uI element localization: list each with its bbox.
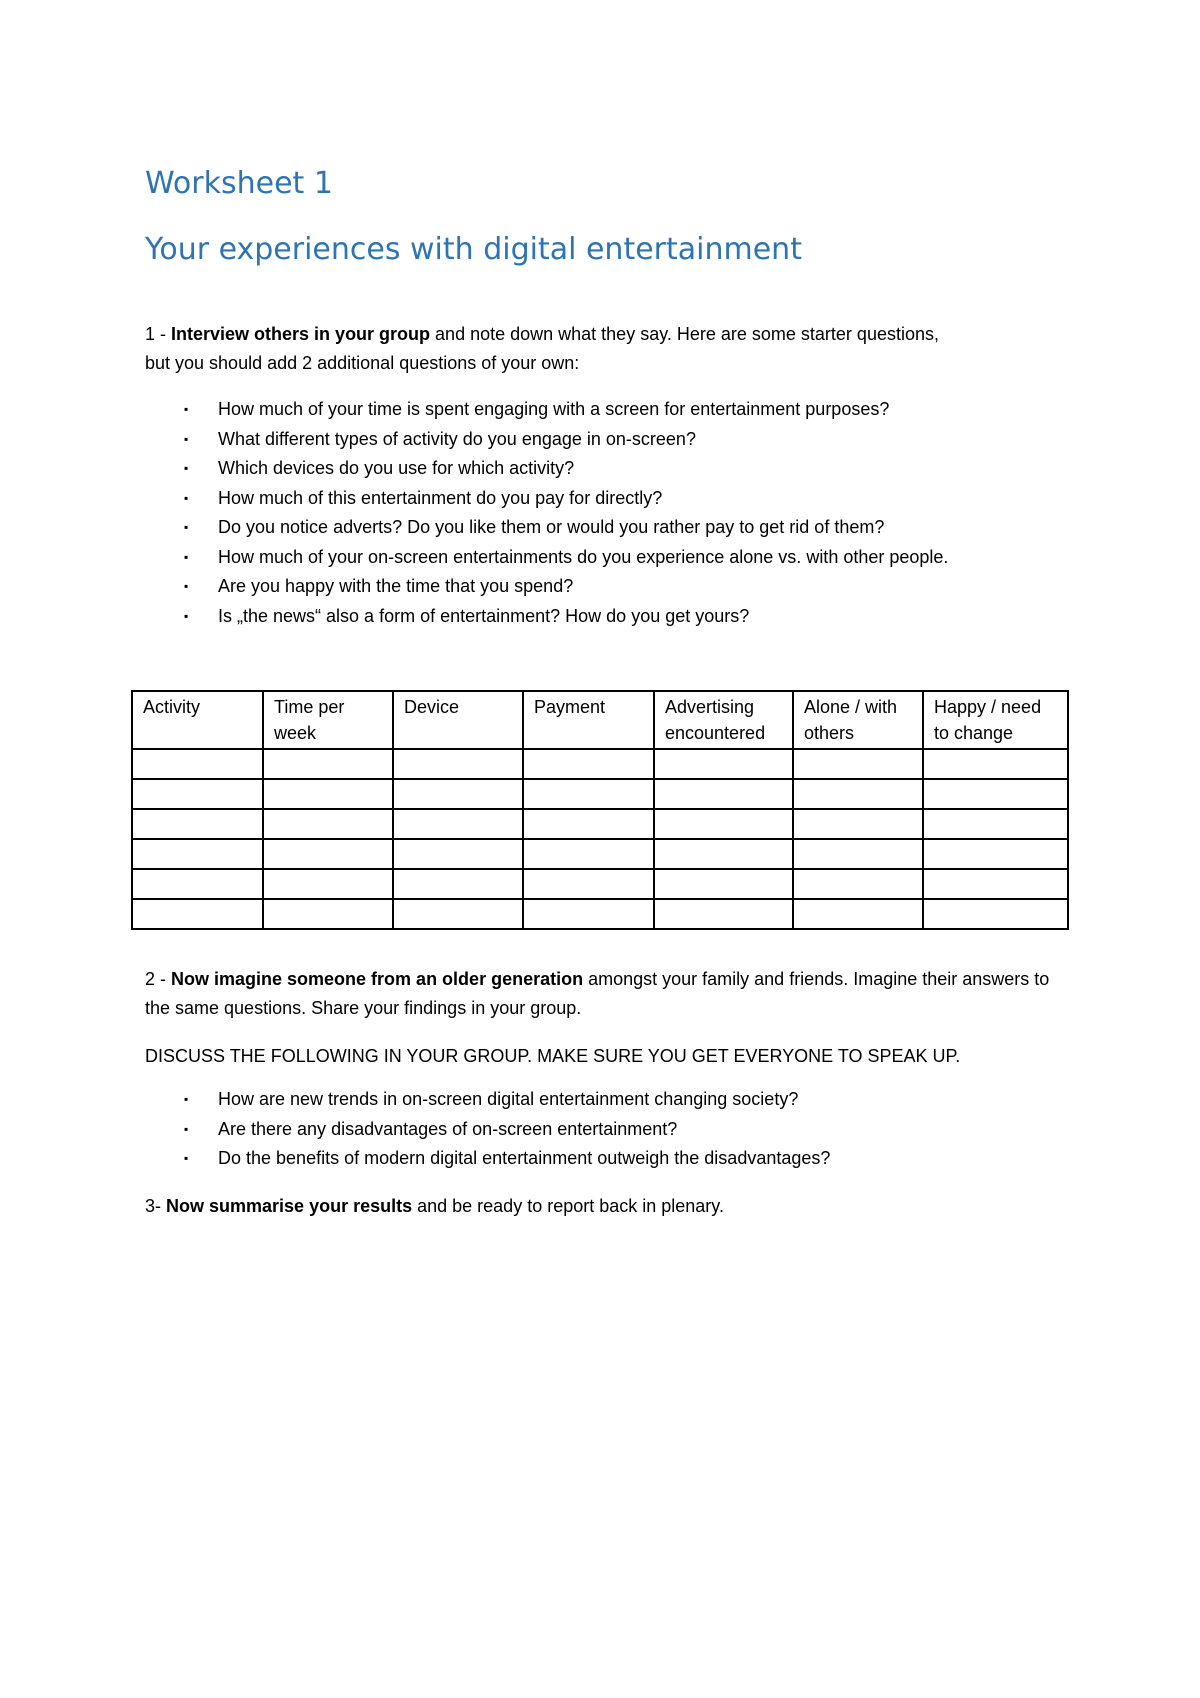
list-item: ▪ Do you notice adverts? Do you like them or would you rather pay to get rid of them? [145, 513, 1085, 543]
list-item: ▪ Are you happy with the time that you spend? [145, 572, 1085, 602]
table-cell[interactable] [132, 899, 263, 929]
bullet-icon: ▪ [184, 402, 189, 416]
section3-text: and be ready to report back in plenary. [412, 1196, 724, 1216]
bullet-icon: ▪ [184, 579, 189, 593]
table-cell[interactable] [393, 749, 523, 779]
list-item: ▪ Is „the news“ also a form of entertainment? How do you get yours? [145, 602, 1085, 632]
table-cell[interactable] [654, 779, 793, 809]
section2-instructions [145, 965, 1065, 1023]
table-cell[interactable] [793, 779, 923, 809]
table-cell[interactable] [923, 839, 1068, 869]
list-item: ▪ Do the benefits of modern digital entertainment outweigh the disadvantages? [145, 1144, 1085, 1174]
discuss-heading: DISCUSS THE FOLLOWING IN YOUR GROUP. MAKE SURE YOU GET EVERYONE TO SPEAK UP. [145, 1046, 961, 1066]
table-row [132, 809, 1068, 839]
section2-text: amongst your family and friends. Imagine their answers to the same questions. Share your findings in your group. [145, 969, 1050, 1018]
section1-text-line1: and note down what they say. Here are some starter questions, [430, 324, 939, 344]
section1-text-line2: but you should add 2 additional questions of your own: [145, 353, 580, 373]
table-cell[interactable] [393, 899, 523, 929]
worksheet-subtitle: Your experiences with digital entertainment [145, 232, 802, 267]
table-row [132, 749, 1068, 779]
table-cell[interactable] [654, 749, 793, 779]
bullet-icon: ▪ [184, 549, 189, 564]
table-cell[interactable] [393, 869, 523, 899]
section2-number: 2 - [145, 969, 172, 989]
table-cell[interactable] [793, 869, 923, 899]
table-cell[interactable] [523, 899, 654, 929]
table-cell[interactable] [263, 869, 393, 899]
list-item: ▪ What different types of activity do you engage in on-screen? [145, 425, 1085, 455]
header-activity: Activity [132, 691, 263, 749]
table-cell[interactable] [923, 899, 1068, 929]
table-cell[interactable] [523, 809, 654, 839]
table-cell[interactable] [393, 839, 523, 869]
table-cell[interactable] [132, 839, 263, 869]
table-cell[interactable] [793, 899, 923, 929]
table-cell[interactable] [132, 779, 263, 809]
table-cell[interactable] [923, 779, 1068, 809]
table-cell[interactable] [523, 749, 654, 779]
table-cell[interactable] [263, 809, 393, 839]
section2-bold-text: Now imagine someone from an older generation [171, 969, 584, 989]
table-cell[interactable] [523, 779, 654, 809]
table-row [132, 899, 1068, 929]
worksheet-title: Worksheet 1 [145, 166, 333, 201]
table-cell[interactable] [523, 839, 654, 869]
table-cell[interactable] [923, 749, 1068, 779]
activity-table [131, 690, 1069, 930]
table-cell[interactable] [132, 869, 263, 899]
table-row [132, 779, 1068, 809]
table-cell[interactable] [263, 899, 393, 929]
section1-bold-text: Interview others in your group [171, 324, 431, 344]
section3-bold-text: Now summarise your results [166, 1196, 413, 1216]
table-cell[interactable] [132, 809, 263, 839]
section1-question-list [145, 395, 1085, 631]
table-cell[interactable] [923, 809, 1068, 839]
header-device: Device [393, 691, 523, 749]
table-cell[interactable] [654, 839, 793, 869]
table-cell[interactable] [654, 899, 793, 929]
table-row [132, 839, 1068, 869]
bullet-icon: ▪ [184, 490, 189, 505]
header-alone-with-others: Alone / with others [793, 691, 923, 749]
bullet-icon: ▪ [184, 608, 189, 623]
list-item: ▪ Which devices do you use for which activity? [145, 454, 1085, 484]
header-payment: Payment [523, 691, 654, 749]
bullet-icon: ▪ [184, 1151, 189, 1165]
table-cell[interactable] [793, 809, 923, 839]
section3-instructions [145, 1192, 1065, 1221]
bullet-icon: ▪ [184, 461, 189, 475]
table-row [132, 869, 1068, 899]
list-item: ▪ How much of your time is spent engaging with a screen for entertainment purposes? [145, 395, 1085, 425]
table-cell[interactable] [654, 809, 793, 839]
table-cell[interactable] [132, 749, 263, 779]
table-cell[interactable] [793, 749, 923, 779]
list-item: ▪ How much of your on-screen entertainments do you experience alone vs. with other people. [145, 543, 1085, 573]
table-cell[interactable] [654, 869, 793, 899]
list-item: ▪ How much of this entertainment do you pay for directly? [145, 484, 1085, 514]
section1-number: 1 - [145, 324, 172, 344]
table-cell[interactable] [263, 839, 393, 869]
section2-question-list [145, 1085, 1085, 1174]
bullet-icon: ▪ [184, 1121, 189, 1136]
list-item: ▪ How are new trends in on-screen digital entertainment changing society? [145, 1085, 1085, 1115]
table-cell[interactable] [523, 869, 654, 899]
table-cell[interactable] [263, 779, 393, 809]
table-cell[interactable] [393, 809, 523, 839]
table-cell[interactable] [923, 869, 1068, 899]
table-cell[interactable] [793, 839, 923, 869]
table-cell[interactable] [263, 749, 393, 779]
bullet-icon: ▪ [184, 431, 189, 446]
header-happy-need-change: Happy / need to change [923, 691, 1068, 749]
table-header-row [132, 691, 1068, 749]
list-item: ▪ Are there any disadvantages of on-screen entertainment? [145, 1115, 1085, 1145]
bullet-icon: ▪ [184, 520, 189, 534]
header-advertising: Advertising encountered [654, 691, 793, 749]
section1-instructions [145, 320, 1065, 378]
table-cell[interactable] [393, 779, 523, 809]
section3-number: 3- [145, 1196, 167, 1216]
header-time-per-week: Time per week [263, 691, 393, 749]
bullet-icon: ▪ [184, 1092, 189, 1106]
